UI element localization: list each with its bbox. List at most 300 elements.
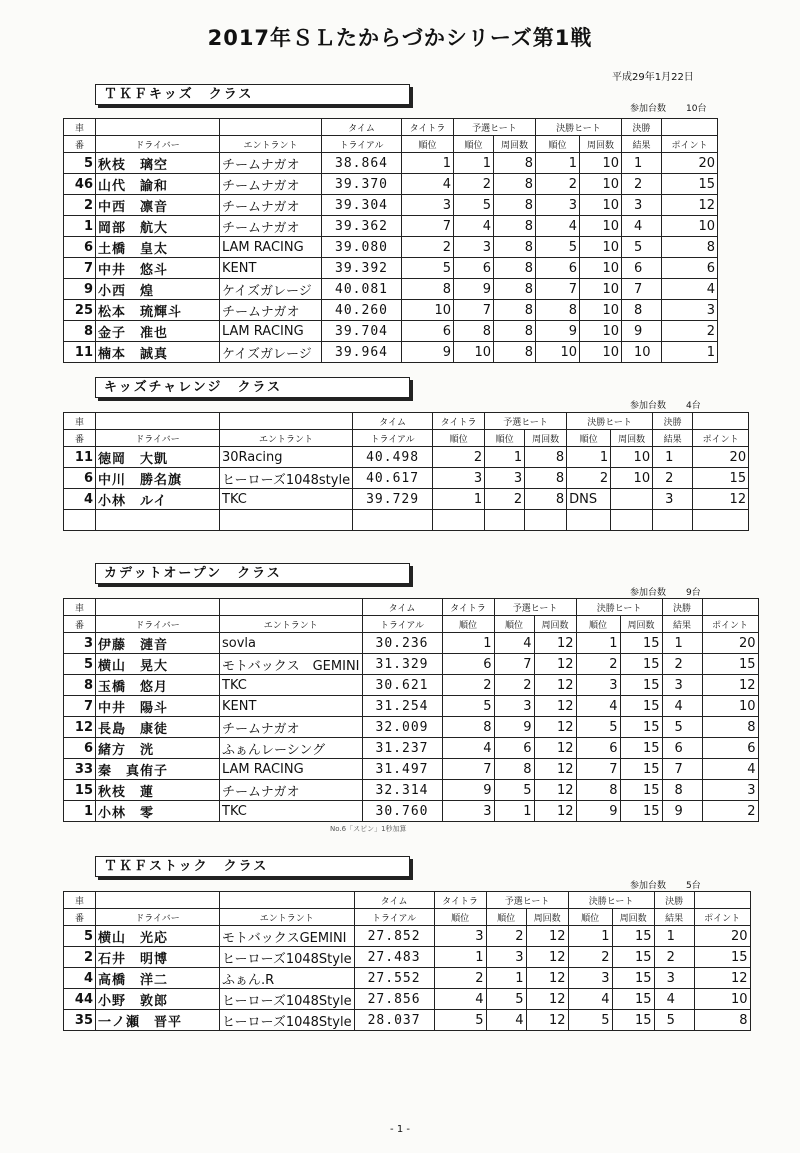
time-trial: 40.498 (353, 447, 433, 468)
driver-name: 中井 陽斗 (96, 696, 220, 717)
points: 12 (702, 675, 758, 696)
table-row (64, 989, 751, 1010)
heat-laps: 12 (534, 633, 576, 654)
final-position: 7 (576, 759, 620, 780)
car-number: 4 (64, 968, 96, 989)
heat-position: 2 (485, 489, 525, 510)
tt-rank: 10 (402, 300, 454, 321)
time-trial: 39.304 (322, 195, 402, 216)
entrant-name: LAM RACING (220, 759, 363, 780)
header-tt-rank: タイトラ (433, 413, 485, 430)
driver-name: 小西 煌 (96, 279, 220, 300)
header-time: タイム (353, 413, 433, 430)
heat-laps: 12 (534, 717, 576, 738)
heat-laps: 12 (534, 675, 576, 696)
final-result: 1 (622, 153, 662, 174)
final-result: 1 (662, 633, 702, 654)
header-entrant: エントラント (220, 136, 322, 153)
entrant-name: ケイズガレージ (220, 279, 322, 300)
table-row (64, 237, 718, 258)
final-result: 3 (653, 489, 693, 510)
table-row (64, 447, 749, 468)
heat-laps: 12 (534, 696, 576, 717)
header-driver-top (96, 119, 220, 136)
tt-rank: 3 (402, 195, 454, 216)
heat-laps: 8 (494, 258, 536, 279)
header-final-pos: 順位 (536, 136, 580, 153)
tt-rank: 7 (402, 216, 454, 237)
final-result: 9 (622, 321, 662, 342)
driver-name: 松本 琉輝斗 (96, 300, 220, 321)
header-time: タイム (354, 892, 434, 909)
header-time-2: トライアル (354, 909, 434, 926)
final-laps: 15 (612, 989, 654, 1010)
header-tt-rank: タイトラ (402, 119, 454, 136)
entrant-name: ヒーローズ1048style (220, 468, 353, 489)
table-row (64, 153, 718, 174)
car-number: 5 (64, 926, 96, 947)
header-time-2: トライアル (353, 430, 433, 447)
entrant-name: ふぁんレーシング (220, 738, 363, 759)
header-points-top (662, 119, 718, 136)
event-date: 平成29年1月22日 (612, 72, 694, 83)
tt-rank: 1 (442, 633, 494, 654)
tt-rank: 3 (434, 926, 486, 947)
heat-position: 2 (486, 926, 526, 947)
header-driver: ドライバー (96, 909, 220, 926)
final-laps: 15 (612, 1010, 654, 1031)
entrant-name: チームナガオ (220, 780, 363, 801)
driver-name: 土橋 皇太 (96, 237, 220, 258)
table-row (64, 654, 759, 675)
points: 15 (702, 654, 758, 675)
final-result: 1 (654, 926, 694, 947)
tt-rank: 6 (442, 654, 494, 675)
time-trial: 39.392 (322, 258, 402, 279)
heat-position: 1 (454, 153, 494, 174)
final-laps: 10 (580, 321, 622, 342)
heat-position: 6 (494, 738, 534, 759)
table-row (64, 510, 749, 531)
entrant-name: ケイズガレージ (220, 342, 322, 363)
heat-position: 9 (494, 717, 534, 738)
driver-name: 岡部 航大 (96, 216, 220, 237)
driver-name: 秋枝 璃空 (96, 153, 220, 174)
time-trial: 40.081 (322, 279, 402, 300)
final-result: 5 (622, 237, 662, 258)
heat-position: 5 (486, 989, 526, 1010)
participant-count (630, 878, 701, 891)
final-result: 9 (662, 801, 702, 822)
participant-number: 9台 (686, 588, 701, 598)
car-number: 9 (64, 279, 96, 300)
table-row (64, 321, 718, 342)
heat-laps: 8 (525, 447, 567, 468)
time-trial (353, 510, 433, 531)
final-laps: 15 (612, 947, 654, 968)
final-position: 2 (536, 174, 580, 195)
table-row (64, 174, 718, 195)
table-row (64, 947, 751, 968)
header-result: 決勝 (654, 892, 694, 909)
header-heat-laps: 周回数 (494, 136, 536, 153)
points: 20 (693, 447, 749, 468)
header-final: 決勝ヒート (536, 119, 622, 136)
tt-rank: 1 (433, 489, 485, 510)
final-position: 1 (568, 926, 612, 947)
points: 10 (662, 216, 718, 237)
points: 6 (702, 738, 758, 759)
header-heat-laps: 周回数 (525, 430, 567, 447)
table-row (64, 1010, 751, 1031)
time-trial: 38.864 (322, 153, 402, 174)
car-number: 3 (64, 633, 96, 654)
final-laps: 15 (620, 759, 662, 780)
car-number: 7 (64, 696, 96, 717)
participant-label: 参加台数 (630, 588, 667, 598)
time-trial: 30.621 (362, 675, 442, 696)
header-car-no: 車 (64, 892, 96, 909)
header-points: ポイント (702, 616, 758, 633)
car-number: 1 (64, 216, 96, 237)
class-title: ＴＫＦストック クラス (95, 856, 410, 877)
header-car-no: 車 (64, 599, 96, 616)
header-time: タイム (362, 599, 442, 616)
header-result: 決勝 (622, 119, 662, 136)
heat-laps: 8 (494, 300, 536, 321)
table-row (64, 300, 718, 321)
final-result: 2 (662, 654, 702, 675)
heat-position: 7 (454, 300, 494, 321)
entrant-name: モトバックス GEMINI (220, 654, 363, 675)
final-position: 5 (536, 237, 580, 258)
time-trial: 40.617 (353, 468, 433, 489)
header-heat-pos: 順位 (494, 616, 534, 633)
heat-position: 5 (494, 780, 534, 801)
points: 15 (694, 947, 750, 968)
driver-name: 一ノ瀬 晋平 (96, 1010, 220, 1031)
points: 10 (694, 989, 750, 1010)
table-row (64, 342, 718, 363)
header-entrant-top (220, 892, 355, 909)
final-result: 2 (654, 947, 694, 968)
header-final-pos: 順位 (576, 616, 620, 633)
points: 1 (662, 342, 718, 363)
final-result: 4 (662, 696, 702, 717)
header-entrant: エントラント (220, 430, 353, 447)
final-laps (611, 489, 653, 510)
header-heat-laps: 周回数 (534, 616, 576, 633)
final-laps: 10 (580, 279, 622, 300)
header-points-top (693, 413, 749, 430)
final-position: 5 (568, 1010, 612, 1031)
tt-rank: 8 (402, 279, 454, 300)
driver-name: 金子 准也 (96, 321, 220, 342)
heat-position: 2 (494, 675, 534, 696)
table-row (64, 717, 759, 738)
heat-position (485, 510, 525, 531)
header-heat: 予選ヒート (485, 413, 567, 430)
final-position: 3 (576, 675, 620, 696)
driver-name: 中井 悠斗 (96, 258, 220, 279)
points: 15 (662, 174, 718, 195)
driver-name: 高橋 洋二 (96, 968, 220, 989)
points: 4 (662, 279, 718, 300)
car-number: 7 (64, 258, 96, 279)
tt-rank: 4 (434, 989, 486, 1010)
driver-name (96, 510, 220, 531)
entrant-name: KENT (220, 258, 322, 279)
final-laps: 15 (620, 696, 662, 717)
time-trial: 27.483 (354, 947, 434, 968)
final-position (567, 510, 611, 531)
tt-rank: 9 (442, 780, 494, 801)
driver-name: 秦 真侑子 (96, 759, 220, 780)
header-heat-pos: 順位 (486, 909, 526, 926)
tt-rank: 3 (433, 468, 485, 489)
final-position: 1 (567, 447, 611, 468)
points (693, 510, 749, 531)
heat-laps: 8 (525, 489, 567, 510)
tt-rank: 2 (442, 675, 494, 696)
penalty-note: No.6「スピン」1秒加算 (330, 825, 407, 833)
points: 10 (702, 696, 758, 717)
final-laps: 15 (620, 633, 662, 654)
participant-number: 4台 (686, 401, 701, 411)
heat-laps: 12 (526, 968, 568, 989)
car-number: 2 (64, 195, 96, 216)
table-row (64, 801, 759, 822)
header-heat: 予選ヒート (494, 599, 576, 616)
heat-laps: 12 (534, 654, 576, 675)
header-final: 決勝ヒート (567, 413, 653, 430)
header-driver: ドライバー (96, 616, 220, 633)
entrant-name: 30Racing (220, 447, 353, 468)
final-result: 2 (653, 468, 693, 489)
header-heat-laps: 周回数 (526, 909, 568, 926)
header-tt-rank-2: 順位 (402, 136, 454, 153)
car-number: 6 (64, 468, 96, 489)
tt-rank: 7 (442, 759, 494, 780)
heat-position: 4 (486, 1010, 526, 1031)
time-trial: 27.852 (354, 926, 434, 947)
tt-rank: 8 (442, 717, 494, 738)
time-trial: 32.009 (362, 717, 442, 738)
points: 12 (662, 195, 718, 216)
table-row (64, 633, 759, 654)
final-laps: 15 (620, 675, 662, 696)
entrant-name: チームナガオ (220, 717, 363, 738)
final-laps (611, 510, 653, 531)
points: 2 (662, 321, 718, 342)
header-tt-rank-2: 順位 (434, 909, 486, 926)
points: 8 (694, 1010, 750, 1031)
tt-rank: 6 (402, 321, 454, 342)
table-row (64, 738, 759, 759)
heat-laps: 8 (525, 468, 567, 489)
tt-rank: 2 (434, 968, 486, 989)
header-heat-pos: 順位 (454, 136, 494, 153)
final-position: 8 (576, 780, 620, 801)
car-number: 8 (64, 675, 96, 696)
final-laps: 10 (580, 237, 622, 258)
final-position: 7 (536, 279, 580, 300)
car-number: 8 (64, 321, 96, 342)
heat-position: 8 (454, 321, 494, 342)
table-row (64, 968, 751, 989)
header-result: 決勝 (653, 413, 693, 430)
time-trial: 31.329 (362, 654, 442, 675)
driver-name: 伊藤 漣音 (96, 633, 220, 654)
heat-laps: 12 (534, 759, 576, 780)
time-trial: 32.314 (362, 780, 442, 801)
car-number: 35 (64, 1010, 96, 1031)
header-driver-top (96, 892, 220, 909)
page-title: 2017年ＳＬたからづかシリーズ第1戦 (207, 26, 593, 50)
final-result: 3 (662, 675, 702, 696)
class-title: カデットオープン クラス (95, 563, 410, 584)
heat-laps: 12 (526, 947, 568, 968)
table-row (64, 489, 749, 510)
final-position: 4 (536, 216, 580, 237)
final-position: 6 (536, 258, 580, 279)
driver-name: 楠本 誠真 (96, 342, 220, 363)
header-final-pos: 順位 (567, 430, 611, 447)
final-position: 9 (536, 321, 580, 342)
final-result (653, 510, 693, 531)
final-laps: 10 (580, 195, 622, 216)
final-laps: 10 (580, 258, 622, 279)
tt-rank (433, 510, 485, 531)
heat-position: 3 (486, 947, 526, 968)
final-laps: 10 (580, 342, 622, 363)
header-car-no: 車 (64, 413, 96, 430)
heat-position: 10 (454, 342, 494, 363)
final-result: 6 (622, 258, 662, 279)
car-number (64, 510, 96, 531)
final-position: DNS (567, 489, 611, 510)
driver-name: 小林 零 (96, 801, 220, 822)
time-trial: 39.362 (322, 216, 402, 237)
driver-name: 横山 晃大 (96, 654, 220, 675)
heat-laps: 12 (526, 989, 568, 1010)
header-result-2: 結果 (653, 430, 693, 447)
heat-position: 7 (494, 654, 534, 675)
header-car-no-2: 番 (64, 616, 96, 633)
header-final-laps: 周回数 (612, 909, 654, 926)
header-time-2: トライアル (362, 616, 442, 633)
entrant-name: TKC (220, 489, 353, 510)
driver-name: 石井 明博 (96, 947, 220, 968)
heat-laps: 12 (526, 926, 568, 947)
time-trial: 31.497 (362, 759, 442, 780)
final-position: 3 (536, 195, 580, 216)
participant-label: 参加台数 (630, 401, 667, 411)
tt-rank: 9 (402, 342, 454, 363)
table-row (64, 216, 718, 237)
table-row (64, 780, 759, 801)
header-final-laps: 周回数 (620, 616, 662, 633)
tt-rank: 2 (433, 447, 485, 468)
final-position: 1 (576, 633, 620, 654)
final-laps: 15 (620, 780, 662, 801)
final-position: 4 (568, 989, 612, 1010)
time-trial: 40.260 (322, 300, 402, 321)
final-result: 3 (622, 195, 662, 216)
final-position: 1 (536, 153, 580, 174)
car-number: 2 (64, 947, 96, 968)
header-points-top (694, 892, 750, 909)
table-row (64, 759, 759, 780)
driver-name: 中川 勝名旗 (96, 468, 220, 489)
heat-laps: 8 (494, 195, 536, 216)
entrant-name: ふぁん.R (220, 968, 355, 989)
final-result: 7 (662, 759, 702, 780)
car-number: 33 (64, 759, 96, 780)
entrant-name: チームナガオ (220, 216, 322, 237)
final-position: 2 (568, 947, 612, 968)
points: 2 (702, 801, 758, 822)
tt-rank: 5 (434, 1010, 486, 1031)
final-position: 5 (576, 717, 620, 738)
header-final: 決勝ヒート (576, 599, 662, 616)
header-heat: 予選ヒート (454, 119, 536, 136)
entrant-name: sovla (220, 633, 363, 654)
final-laps: 15 (620, 738, 662, 759)
heat-position: 3 (494, 696, 534, 717)
car-number: 1 (64, 801, 96, 822)
heat-laps: 12 (534, 801, 576, 822)
final-laps: 15 (620, 801, 662, 822)
driver-name: 玉橋 悠月 (96, 675, 220, 696)
header-final: 決勝ヒート (568, 892, 654, 909)
final-position: 8 (536, 300, 580, 321)
participant-label: 参加台数 (630, 881, 667, 891)
header-final-pos: 順位 (568, 909, 612, 926)
header-final-laps: 周回数 (611, 430, 653, 447)
header-entrant-top (220, 599, 363, 616)
points: 12 (694, 968, 750, 989)
car-number: 11 (64, 342, 96, 363)
entrant-name: モトバックスGEMINI (220, 926, 355, 947)
final-laps: 10 (580, 153, 622, 174)
time-trial: 30.760 (362, 801, 442, 822)
heat-position: 5 (454, 195, 494, 216)
heat-position: 1 (485, 447, 525, 468)
entrant-name: チームナガオ (220, 195, 322, 216)
car-number: 12 (64, 717, 96, 738)
points: 20 (662, 153, 718, 174)
final-position: 9 (576, 801, 620, 822)
final-position: 6 (576, 738, 620, 759)
time-trial: 31.254 (362, 696, 442, 717)
header-time: タイム (322, 119, 402, 136)
tt-rank: 4 (402, 174, 454, 195)
driver-name: 秋枝 蓮 (96, 780, 220, 801)
heat-laps: 8 (494, 279, 536, 300)
results-table (63, 412, 749, 531)
header-tt-rank-2: 順位 (433, 430, 485, 447)
tt-rank: 2 (402, 237, 454, 258)
header-result-2: 結果 (654, 909, 694, 926)
tt-rank: 3 (442, 801, 494, 822)
car-number: 11 (64, 447, 96, 468)
results-table (63, 118, 718, 363)
final-laps: 10 (580, 216, 622, 237)
participant-count (630, 398, 701, 411)
participant-number: 10台 (686, 104, 707, 114)
header-points-top (702, 599, 758, 616)
